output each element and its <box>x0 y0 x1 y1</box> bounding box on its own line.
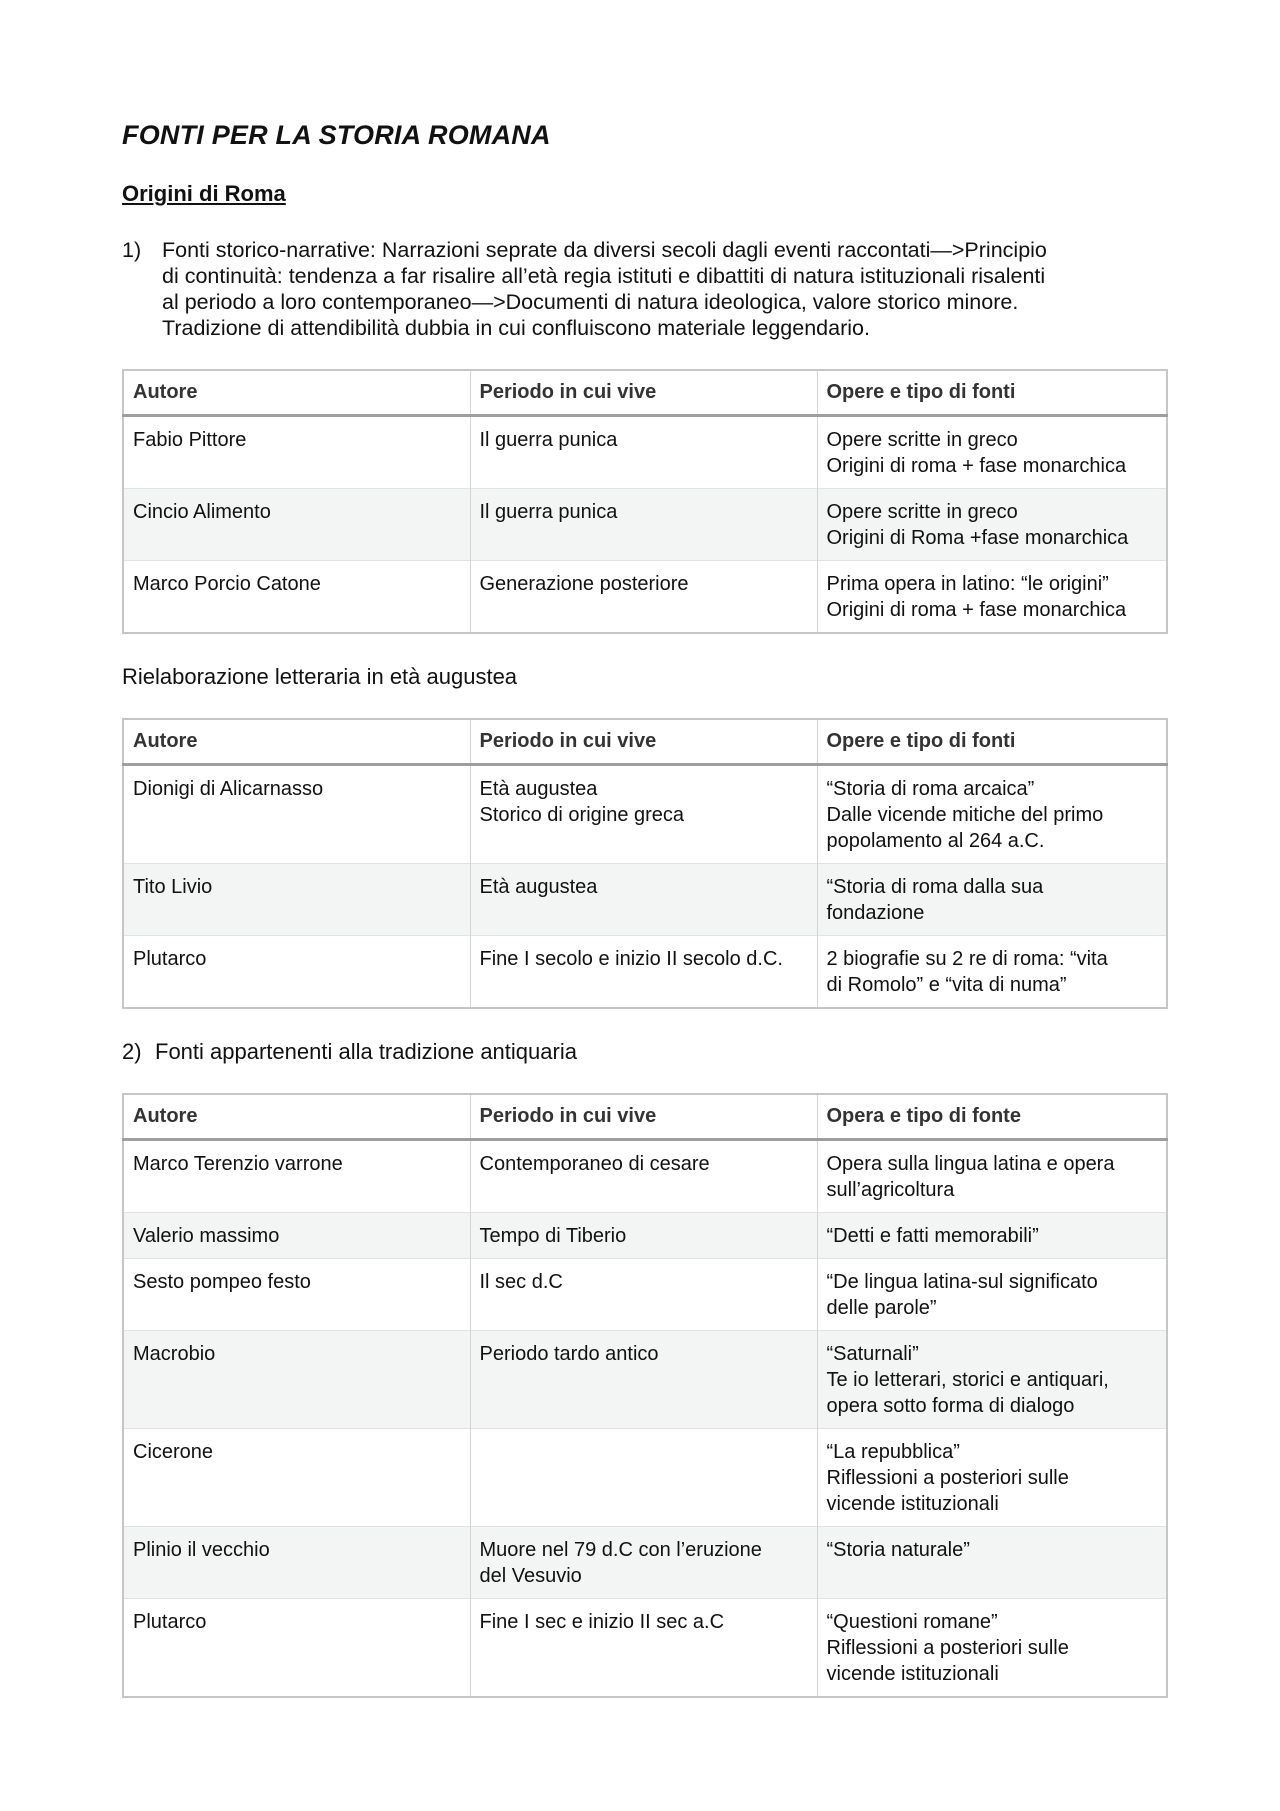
cell-autore: Valerio massimo <box>123 1213 470 1259</box>
cell-opere <box>817 489 1167 561</box>
cell-line: Età augustea <box>479 778 598 800</box>
cell-autore: Cicerone <box>123 1429 470 1527</box>
cell-line: popolamento al 264 a.C. <box>826 830 1045 852</box>
cell-line: Storico di origine greca <box>479 804 685 826</box>
cell-line: Muore nel 79 d.C con l’eruzione <box>479 1539 762 1561</box>
document-title: FONTI PER LA STORIA ROMANA <box>122 120 551 150</box>
cell-opera <box>817 1259 1167 1331</box>
cell-periodo: Età augustea <box>470 864 817 936</box>
cell-periodo: Generazione posteriore <box>470 561 817 634</box>
cell-line: sull’agricoltura <box>826 1179 955 1201</box>
cell-line: 2 biografie su 2 re di roma: “vita <box>826 948 1108 970</box>
point-1-line: di continuità: tendenza a far risalire all’età regia istituti e dibattiti di natura istituzionali risalenti <box>162 264 1046 288</box>
column-header-opera: Opera e tipo di fonte <box>817 1094 1167 1140</box>
cell-periodo: Il guerra punica <box>470 416 817 489</box>
cell-opere <box>817 936 1167 1009</box>
table-row <box>123 1527 1167 1599</box>
cell-periodo: Tempo di Tiberio <box>470 1213 817 1259</box>
cell-autore: Marco Porcio Catone <box>123 561 470 634</box>
column-header-autore: Autore <box>123 719 470 765</box>
table-row <box>123 864 1167 936</box>
cell-opera <box>817 1599 1167 1698</box>
cell-line: “Questioni romane” <box>826 1611 998 1633</box>
table-row <box>123 1331 1167 1429</box>
table-row <box>123 936 1167 1009</box>
column-header-opere: Opere e tipo di fonti <box>817 719 1167 765</box>
cell-line: Origini di roma + fase monarchica <box>826 599 1127 621</box>
table-row <box>123 765 1167 864</box>
cell-opera <box>817 1429 1167 1527</box>
cell-line: Riflessioni a posteriori sulle <box>826 1637 1069 1659</box>
cell-line: di Romolo” e “vita di numa” <box>826 974 1067 996</box>
cell-line: del Vesuvio <box>479 1565 582 1587</box>
cell-line: vicende istituzionali <box>826 1663 999 1685</box>
cell-autore: Macrobio <box>123 1331 470 1429</box>
cell-line: Prima opera in latino: “le origini” <box>826 573 1109 595</box>
column-header-autore: Autore <box>123 1094 470 1140</box>
table-row <box>123 1140 1167 1213</box>
table-antiquarian-sources <box>122 1093 1168 1698</box>
column-header-periodo: Periodo in cui vive <box>470 719 817 765</box>
point-1-text <box>162 237 1166 341</box>
cell-autore: Plutarco <box>123 1599 470 1698</box>
cell-periodo: Il guerra punica <box>470 489 817 561</box>
cell-line: fondazione <box>826 902 925 924</box>
cell-line: Te io letterari, storici e antiquari, <box>826 1369 1109 1391</box>
cell-line: Riflessioni a posteriori sulle <box>826 1467 1069 1489</box>
cell-periodo: Fine I secolo e inizio II secolo d.C. <box>470 936 817 1009</box>
cell-line: Origini di Roma +fase monarchica <box>826 527 1129 549</box>
augustan-heading: Rielaborazione letteraria in età augustea <box>122 664 518 689</box>
cell-autore: Sesto pompeo festo <box>123 1259 470 1331</box>
point-1-line: al periodo a loro contemporaneo—>Documenti di natura ideologica, valore storico minore. <box>162 290 1019 314</box>
table-row <box>123 1429 1167 1527</box>
cell-line: “De lingua latina-sul significato <box>826 1271 1098 1293</box>
cell-opere <box>817 864 1167 936</box>
table-row <box>123 416 1167 489</box>
column-header-periodo: Periodo in cui vive <box>470 370 817 416</box>
cell-autore: Cincio Alimento <box>123 489 470 561</box>
table-row <box>123 1599 1167 1698</box>
cell-line: “Storia di roma arcaica” <box>826 778 1035 800</box>
table-header-row <box>123 719 1167 765</box>
cell-opera <box>817 1331 1167 1429</box>
cell-line: “La repubblica” <box>826 1441 960 1463</box>
cell-line: Dalle vicende mitiche del primo <box>826 804 1104 826</box>
section-heading-origini: Origini di Roma <box>122 181 286 206</box>
cell-opere <box>817 765 1167 864</box>
cell-line: Origini di roma + fase monarchica <box>826 455 1127 477</box>
table-header-row <box>123 1094 1167 1140</box>
cell-line: vicende istituzionali <box>826 1493 999 1515</box>
table-row <box>123 1259 1167 1331</box>
document-content <box>122 120 1166 1698</box>
cell-line: Opera sulla lingua latina e opera <box>826 1153 1115 1175</box>
cell-opere <box>817 561 1167 634</box>
column-header-opere: Opere e tipo di fonti <box>817 370 1167 416</box>
table-row <box>123 561 1167 634</box>
cell-periodo: Fine I sec e inizio II sec a.C <box>470 1599 817 1698</box>
cell-opere <box>817 416 1167 489</box>
column-header-periodo: Periodo in cui vive <box>470 1094 817 1140</box>
cell-line: delle parole” <box>826 1297 937 1319</box>
point-1-line: Fonti storico-narrative: Narrazioni seprate da diversi secoli dagli eventi raccontati—>Principio <box>162 238 1047 262</box>
point-1-line: Tradizione di attendibilità dubbia in cui confluiscono materiale leggendario. <box>162 316 870 340</box>
cell-autore: Plinio il vecchio <box>123 1527 470 1599</box>
cell-line: “Storia di roma dalla sua <box>826 876 1044 898</box>
cell-line: “Saturnali” <box>826 1343 919 1365</box>
table-row <box>123 489 1167 561</box>
cell-periodo: Contemporaneo di cesare <box>470 1140 817 1213</box>
cell-opera: “Detti e fatti memorabili” <box>817 1213 1167 1259</box>
cell-line: opera sotto forma di dialogo <box>826 1395 1075 1417</box>
cell-autore: Plutarco <box>123 936 470 1009</box>
numbered-point-2 <box>122 1039 1166 1065</box>
cell-line: Opere scritte in greco <box>826 501 1018 523</box>
point-number: 2) <box>122 1039 142 1064</box>
table-row <box>123 1213 1167 1259</box>
cell-autore: Fabio Pittore <box>123 416 470 489</box>
cell-periodo <box>470 1429 817 1527</box>
cell-periodo <box>470 1527 817 1599</box>
cell-autore: Marco Terenzio varrone <box>123 1140 470 1213</box>
cell-periodo: Il sec d.C <box>470 1259 817 1331</box>
point-number: 1) <box>122 238 142 262</box>
table-narrative-sources <box>122 369 1168 634</box>
table-augustan-rework <box>122 718 1168 1009</box>
cell-opera <box>817 1140 1167 1213</box>
cell-autore: Dionigi di Alicarnasso <box>123 765 470 864</box>
point-2-text: Fonti appartenenti alla tradizione antiquaria <box>155 1039 577 1064</box>
cell-opera: “Storia naturale” <box>817 1527 1167 1599</box>
numbered-point-1 <box>122 237 1166 341</box>
cell-line: Opere scritte in greco <box>826 429 1018 451</box>
cell-periodo: Periodo tardo antico <box>470 1331 817 1429</box>
table-header-row <box>123 370 1167 416</box>
column-header-autore: Autore <box>123 370 470 416</box>
cell-periodo <box>470 765 817 864</box>
cell-autore: Tito Livio <box>123 864 470 936</box>
